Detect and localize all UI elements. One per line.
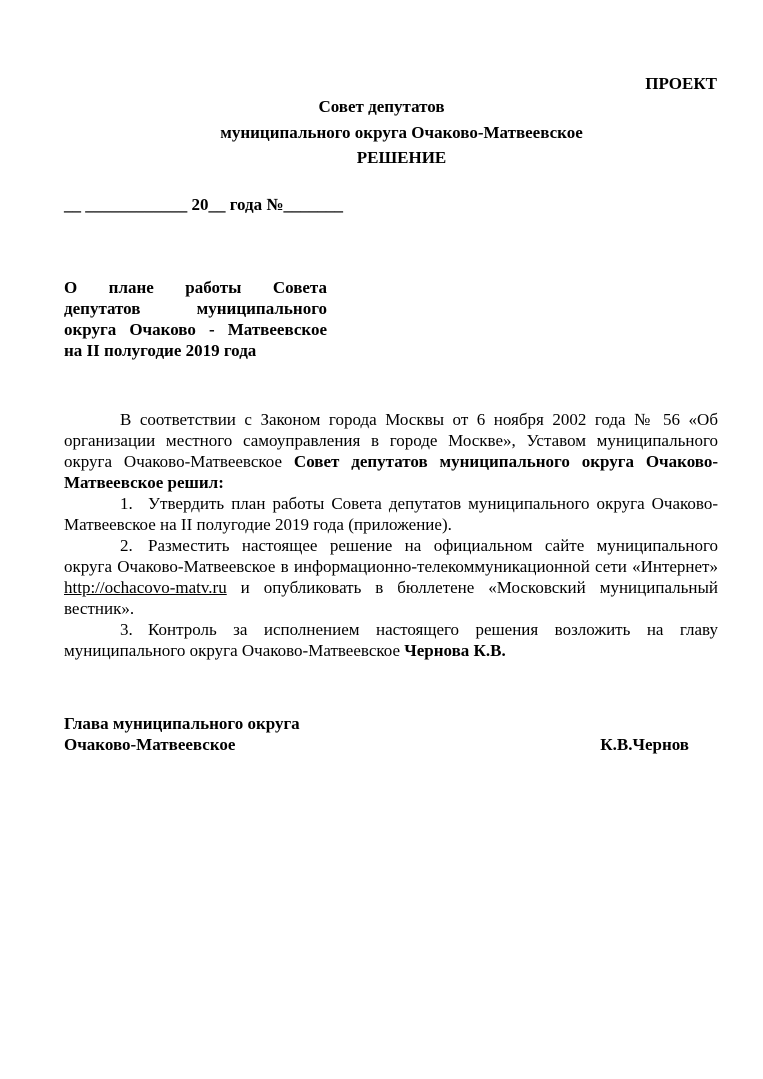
item-text: Разместить настоящее решение на официальном сайте муниципального округа Очаково-Матвеевское в информационно-телекоммуникационной сети «Интернет» (64, 536, 718, 576)
subject-line: депутатов муниципального (64, 299, 327, 318)
document-body (64, 409, 718, 661)
signature-title-line: Очаково-Матвеевское (64, 735, 236, 754)
preamble-resolution: Совет депутатов муниципального округа Очаково-Матвеевское решил: (64, 452, 719, 492)
item-number: 2. (120, 536, 133, 555)
issuer-name: Совет депутатов (318, 97, 445, 116)
date-number-line: __ ____________ 20__ года №_______ (64, 195, 343, 214)
signature-name: К.В.Чернов (600, 735, 689, 754)
resolution-item-3 (64, 619, 718, 661)
item-text: Контроль за исполнением настоящего решения возложить на главу муниципального округа Очаково-Матвеевское (64, 620, 718, 660)
subject-line: на II полугодие 2019 года (64, 341, 257, 360)
signature-title-line: Глава муниципального округа (64, 714, 300, 733)
subject-line: округа Очаково - Матвеевское (64, 320, 327, 339)
document-type: РЕШЕНИЕ (356, 148, 447, 167)
subject-line: О плане работы Совета (64, 278, 327, 297)
item-number: 3. (120, 620, 133, 639)
responsible-person: Чернова К.В. (404, 641, 506, 660)
item-text: Утвердить план работы Совета депутатов муниципального округа Очаково-Матвеевское на II полугодие 2019 года (приложение). (64, 494, 718, 534)
resolution-item-1 (64, 493, 718, 535)
signature-title (64, 713, 300, 755)
draft-stamp: ПРОЕКТ (645, 74, 717, 93)
item-number: 1. (120, 494, 133, 513)
issuer-district: муниципального округа Очаково-Матвеевское (220, 123, 583, 142)
website-link[interactable]: http://ochacovo-matv.ru (64, 578, 227, 597)
preamble-paragraph (64, 409, 718, 493)
preamble-text: В соответствии с Законом города Москвы от 6 ноября 2002 года № 56 «Об организации местного самоуправления в городе Москве», Уставом муниципального округа Очаково-Матвеевское (64, 410, 718, 471)
document-subject (64, 277, 327, 361)
resolution-item-2 (64, 535, 718, 619)
item-text: и опубликовать в бюллетене «Московский муниципальный вестник». (64, 578, 718, 618)
